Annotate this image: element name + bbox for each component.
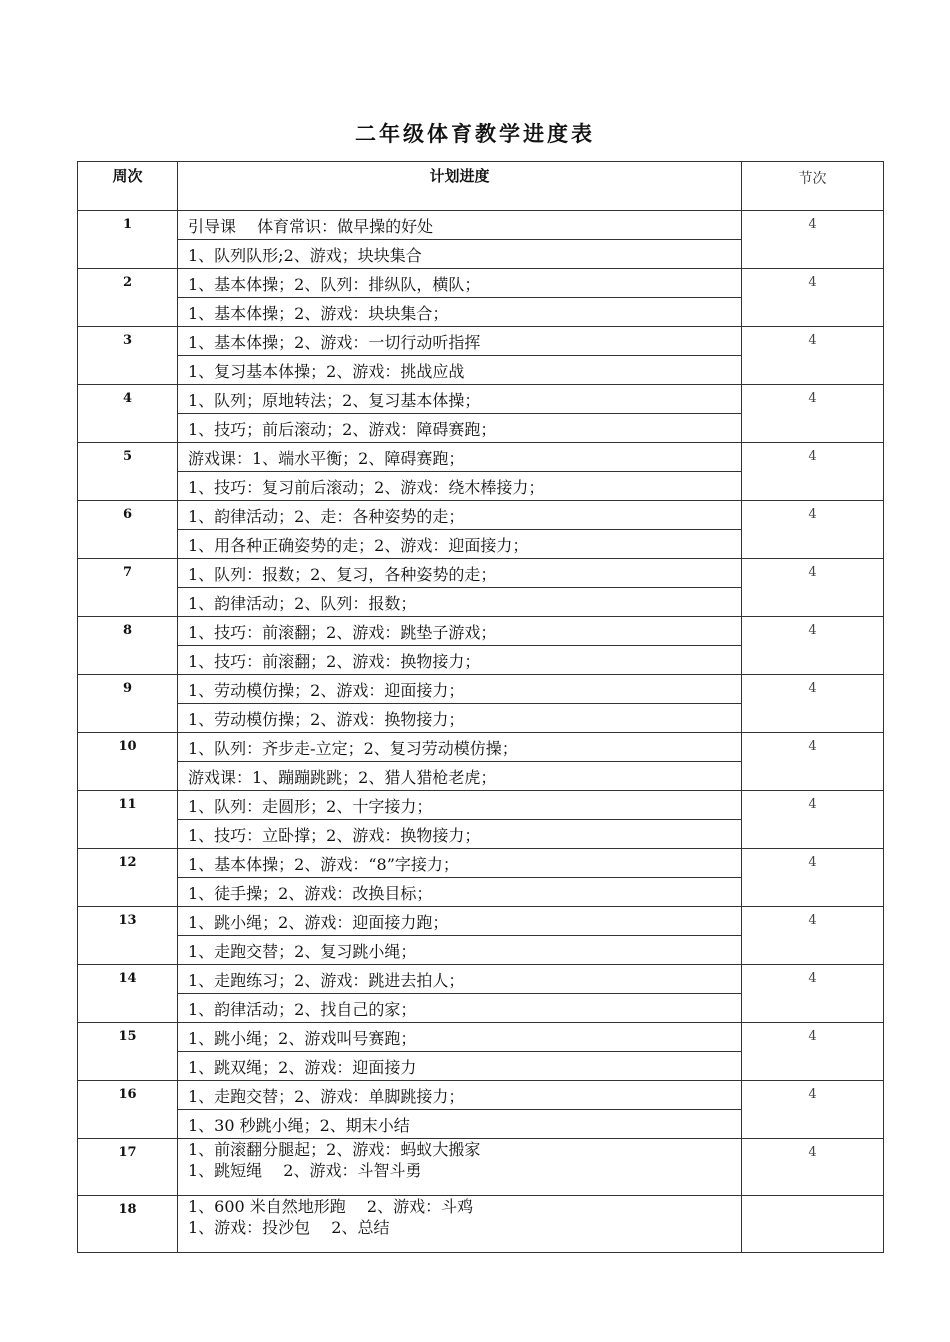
table-row <box>78 327 884 356</box>
plan-line: 1、30 秒跳小绳；2、期末小结 <box>178 1110 742 1139</box>
plan-line: 1、跳小绳；2、游戏叫号赛跑； <box>178 1023 742 1052</box>
week-cell: 5 <box>78 443 178 501</box>
plan-line: 1、用各种正确姿势的走；2、游戏：迎面接力； <box>178 530 742 559</box>
hours-cell: 4 <box>742 907 884 965</box>
table-row <box>78 1139 884 1196</box>
plan-line: 1、基本体操；2、游戏：“8”字接力； <box>178 849 742 878</box>
plan-line: 1、技巧：立卧撑；2、游戏：换物接力； <box>178 820 742 849</box>
plan-line: 1、队列：报数；2、复习，各种姿势的走； <box>178 559 742 588</box>
plan-line: 1、队列：走圆形；2、十字接力； <box>178 791 742 820</box>
plan-line: 1、韵律活动；2、走：各种姿势的走； <box>178 501 742 530</box>
plan-line: 1、徒手操；2、游戏：改换目标； <box>178 878 742 907</box>
plan-line: 游戏课：1、蹦蹦跳跳；2、猎人猎枪老虎； <box>178 762 742 791</box>
plan-line: 1、韵律活动；2、找自己的家； <box>178 994 742 1023</box>
plan-line: 1、基本体操；2、游戏：一切行动听指挥 <box>178 327 742 356</box>
plan-line: 1、技巧：复习前后滚动；2、游戏：绕木棒接力； <box>178 472 742 501</box>
plan-line: 1、走跑练习；2、游戏：跳进去拍人； <box>178 965 742 994</box>
table-row <box>78 269 884 298</box>
week-cell: 10 <box>78 733 178 791</box>
table-row <box>78 501 884 530</box>
week-cell: 8 <box>78 617 178 675</box>
week-cell: 3 <box>78 327 178 385</box>
plan-line: 1、600 米自然地形跑 2、游戏：斗鸡 <box>188 1197 474 1216</box>
hours-cell: 4 <box>742 849 884 907</box>
plan-line: 1、队列队形;2、游戏；块块集合 <box>178 240 742 269</box>
plan-line: 1、走跑交替；2、游戏：单脚跳接力； <box>178 1081 742 1110</box>
hours-cell: 4 <box>742 617 884 675</box>
hours-cell: 4 <box>742 791 884 849</box>
week-cell: 6 <box>78 501 178 559</box>
plan-line: 1、前滚翻分腿起；2、游戏：蚂蚁大搬家 <box>188 1140 481 1159</box>
week-cell: 16 <box>78 1081 178 1139</box>
hours-cell: 4 <box>742 385 884 443</box>
plan-line: 1、走跑交替；2、复习跳小绳； <box>178 936 742 965</box>
plan-line: 1、劳动模仿操；2、游戏：换物接力； <box>178 704 742 733</box>
hours-cell <box>742 1196 884 1253</box>
plan-line: 1、复习基本体操；2、游戏：挑战应战 <box>178 356 742 385</box>
header-plan: 计划进度 <box>178 162 742 211</box>
plan-line: 1、劳动模仿操；2、游戏：迎面接力； <box>178 675 742 704</box>
plan-line: 1、队列；原地转法；2、复习基本体操； <box>178 385 742 414</box>
hours-cell: 4 <box>742 1139 884 1196</box>
header-hours: 节次 <box>742 162 884 211</box>
week-cell: 15 <box>78 1023 178 1081</box>
hours-cell: 4 <box>742 443 884 501</box>
plan-line: 1、技巧；前后滚动；2、游戏：障碍赛跑； <box>178 414 742 443</box>
plan-line: 1、基本体操；2、游戏：块块集合； <box>178 298 742 327</box>
hours-cell: 4 <box>742 327 884 385</box>
week-cell: 7 <box>78 559 178 617</box>
hours-cell: 4 <box>742 733 884 791</box>
plan-line: 1、队列：齐步走-立定；2、复习劳动模仿操； <box>178 733 742 762</box>
hours-cell: 4 <box>742 1081 884 1139</box>
table-row <box>78 733 884 762</box>
table-row <box>78 1196 884 1253</box>
plan-line: 游戏课：1、端水平衡；2、障碍赛跑； <box>178 443 742 472</box>
table-row <box>78 211 884 240</box>
table-row <box>78 617 884 646</box>
table-row <box>78 1023 884 1052</box>
week-cell: 17 <box>78 1139 178 1196</box>
hours-cell: 4 <box>742 1023 884 1081</box>
plan-line: 1、跳小绳；2、游戏：迎面接力跑； <box>178 907 742 936</box>
plan-line: 1、跳短绳 2、游戏：斗智斗勇 <box>188 1161 422 1180</box>
table-row <box>78 559 884 588</box>
plan-line: 1、技巧：前滚翻；2、游戏：换物接力； <box>178 646 742 675</box>
week-cell: 4 <box>78 385 178 443</box>
week-cell: 14 <box>78 965 178 1023</box>
plan-line: 1、跳双绳；2、游戏：迎面接力 <box>178 1052 742 1081</box>
table-row <box>78 965 884 994</box>
plan-line: 1、韵律活动；2、队列：报数； <box>178 588 742 617</box>
plan-line: 1、游戏：投沙包 2、总结 <box>188 1218 390 1237</box>
table-row <box>78 849 884 878</box>
table-row <box>78 385 884 414</box>
table-row <box>78 443 884 472</box>
hours-cell: 4 <box>742 559 884 617</box>
week-cell: 9 <box>78 675 178 733</box>
hours-cell: 4 <box>742 675 884 733</box>
week-cell: 2 <box>78 269 178 327</box>
hours-cell: 4 <box>742 965 884 1023</box>
week-cell: 18 <box>78 1196 178 1253</box>
plan-line: 1、基本体操；2、队列：排纵队，横队； <box>178 269 742 298</box>
table-row <box>78 675 884 704</box>
page-title: 二年级体育教学进度表 <box>355 121 595 146</box>
table-header-row <box>78 162 884 211</box>
hours-cell: 4 <box>742 501 884 559</box>
week-cell: 13 <box>78 907 178 965</box>
hours-cell: 4 <box>742 269 884 327</box>
week-cell: 11 <box>78 791 178 849</box>
table-row <box>78 1081 884 1110</box>
table-row <box>78 907 884 936</box>
plan-line: 1、技巧：前滚翻；2、游戏：跳垫子游戏； <box>178 617 742 646</box>
week-cell: 12 <box>78 849 178 907</box>
table-row <box>78 791 884 820</box>
header-week: 周次 <box>78 162 178 211</box>
schedule-table <box>77 161 884 1253</box>
week-cell: 1 <box>78 211 178 269</box>
hours-cell: 4 <box>742 211 884 269</box>
plan-cell <box>178 1196 742 1253</box>
plan-cell <box>178 1139 742 1196</box>
plan-line: 引导课 体育常识：做早操的好处 <box>178 211 742 240</box>
